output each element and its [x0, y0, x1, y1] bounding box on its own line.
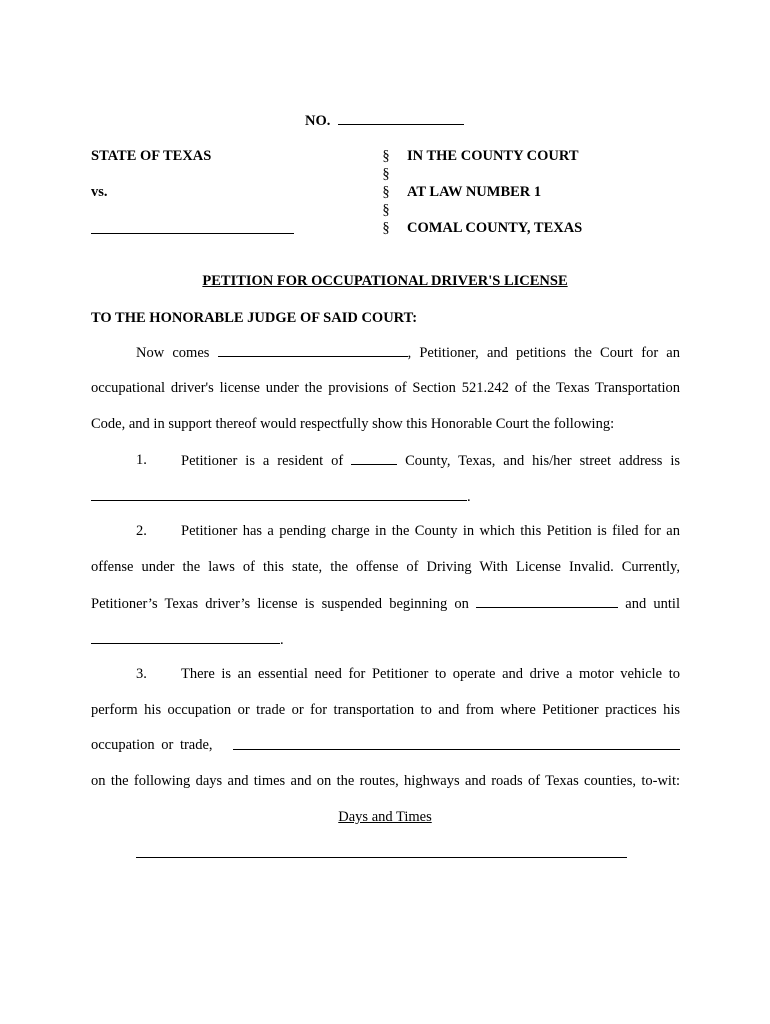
para3-number: 3. — [136, 666, 147, 682]
days-times-heading: Days and Times — [338, 809, 432, 825]
case-number-label: NO. — [305, 113, 331, 129]
para2-until-text: and until — [625, 596, 680, 612]
para1-line-2 — [91, 487, 471, 506]
court-line-2: AT LAW NUMBER 1 — [407, 184, 542, 200]
intro-line-3: Code, and in support thereof would respectfully show this Honorable Court the following: — [91, 416, 615, 432]
para2-period: . — [280, 632, 284, 648]
days-times-blank[interactable] — [136, 857, 627, 858]
caption-state: STATE OF TEXAS — [91, 148, 212, 164]
para1-number: 1. — [136, 452, 147, 468]
case-number-row — [305, 111, 464, 130]
occupation-blank[interactable] — [233, 749, 680, 750]
section-symbol: § — [382, 220, 390, 236]
county-blank[interactable] — [351, 451, 397, 465]
para1-line-1 — [181, 451, 680, 470]
petitioner-name-blank[interactable] — [218, 343, 408, 357]
para2-line-1: Petitioner has a pending charge in the County in which this Petition is filed for an — [181, 523, 680, 539]
section-symbol: § — [382, 202, 390, 218]
salutation: TO THE HONORABLE JUDGE OF SAID COURT: — [91, 310, 418, 326]
intro-line-2: occupational driver's license under the provisions of Section 521.242 of the Texas Transportation — [91, 380, 680, 396]
intro-now-comes: Now comes — [136, 345, 210, 361]
para1-period: . — [467, 489, 471, 505]
para3-line-2: perform his occupation or trade or for transportation to and from where Petitioner practices his — [91, 702, 680, 718]
document-title: PETITION FOR OCCUPATIONAL DRIVER'S LICENSE — [202, 273, 568, 289]
section-symbol: § — [382, 184, 390, 200]
para2-line-4 — [91, 630, 284, 649]
street-address-blank[interactable] — [91, 487, 467, 501]
defendant-name-blank[interactable] — [91, 233, 294, 234]
para3-line-4: on the following days and times and on the routes, highways and roads of Texas counties, to-wit: — [91, 773, 680, 789]
case-number-blank[interactable] — [338, 111, 464, 125]
para3-line-1: There is an essential need for Petitioner to operate and drive a motor vehicle to — [181, 666, 680, 682]
court-line-3: COMAL COUNTY, TEXAS — [407, 220, 583, 236]
section-symbol: § — [382, 148, 390, 164]
para2-number: 2. — [136, 523, 147, 539]
intro-line-1 — [136, 343, 680, 362]
para2-suspended-text: Petitioner’s Texas driver’s license is suspended beginning on — [91, 596, 469, 612]
para1-resident-text: Petitioner is a resident of — [181, 453, 344, 469]
para1-address-text: County, Texas, and his/her street address is — [405, 453, 680, 469]
para2-line-3 — [91, 594, 680, 613]
court-line-1: IN THE COUNTY COURT — [407, 148, 579, 164]
intro-petitioner-text: , Petitioner, and petitions the Court for an — [407, 345, 680, 361]
caption-vs: vs. — [91, 184, 108, 200]
suspension-end-blank[interactable] — [91, 630, 280, 644]
section-symbol: § — [382, 166, 390, 182]
para3-line-3: occupation or trade, — [91, 737, 213, 753]
para2-line-2: offense under the laws of this state, the offense of Driving With License Invalid. Currently, — [91, 559, 680, 575]
suspension-start-blank[interactable] — [476, 594, 618, 608]
